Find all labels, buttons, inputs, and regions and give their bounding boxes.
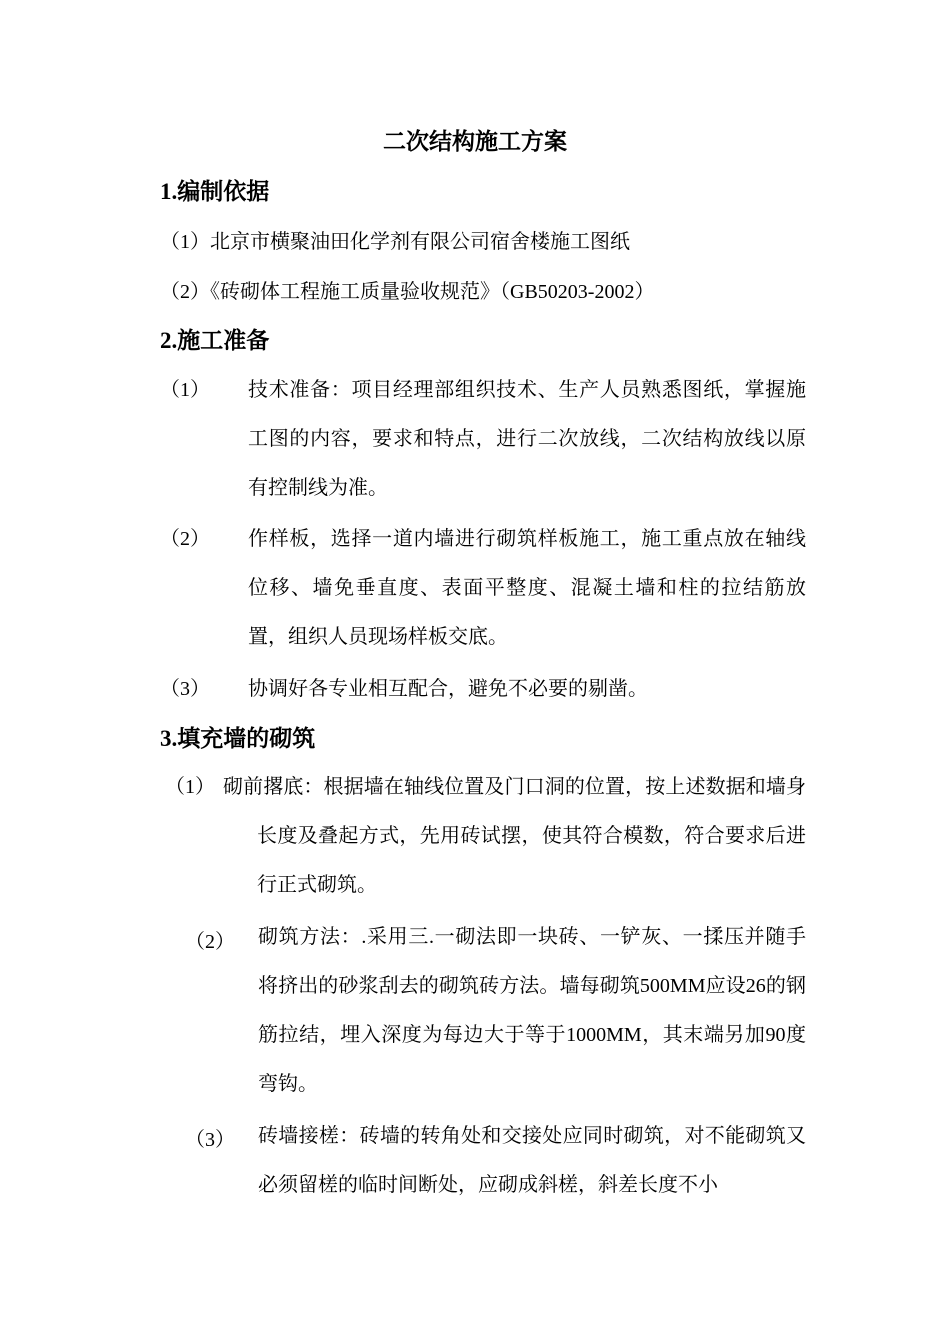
item-text-body bbox=[223, 763, 806, 910]
item-number: （1） bbox=[160, 379, 210, 401]
item-text: 技术准备：项目经理部组织技术、生产人员熟悉图纸，掌握施工图的内容，要求和特点，进行二次放线，二次结构放线以原有控制线为准。 bbox=[248, 379, 806, 499]
item-text: 作样板，选择一道内墙进行砌筑样板施工，施工重点放在轴线位移、墙免垂直度、表面平整度、混凝土墙和柱的拉结筋放置，组织人员现场样板交底。 bbox=[248, 528, 806, 648]
item-paragraph: 砌前撂底：根据墙在轴线位置及门口洞的位置，按上述数据和墙身长度及叠起方式，先用砖试摆，使其符合模数，符合要求后进行正式砌筑。 bbox=[223, 776, 806, 896]
item-number: （3） bbox=[185, 1129, 235, 1151]
document-title: 二次结构施工方案 bbox=[383, 129, 567, 154]
item-text: 北京市横聚油田化学剂有限公司宿舍楼施工图纸 bbox=[210, 231, 630, 253]
item-number: （2） bbox=[160, 528, 210, 550]
section-heading-1: 1.编制依据 bbox=[160, 179, 270, 204]
item-text: 砖墙接槎：砖墙的转角处和交接处应同时砌筑，对不能砌筑又必须留槎的临时间断处，应砌成斜槎，斜差长度不小 bbox=[258, 1125, 806, 1196]
item-text: 砌筑方法：.采用三.一砌法即一块砖、一铲灰、一揉压并随手将挤出的砂浆刮去的砌筑砖方法。墙每砌筑500MM应设26的钢筋拉结，埋入深度为每边大于等于1000MM，其末端另加90度弯钩。 bbox=[258, 926, 806, 1095]
item-number: （1） bbox=[165, 776, 215, 798]
section-heading-3: 3.填充墙的砌筑 bbox=[160, 726, 316, 751]
section-heading-2: 2.施工准备 bbox=[160, 328, 270, 353]
list-item bbox=[160, 227, 630, 257]
item-number: （3） bbox=[160, 678, 210, 700]
item-number: （2） bbox=[185, 931, 235, 953]
item-number: （2） bbox=[160, 281, 210, 303]
item-text: 《砖砌体工程施工质量验收规范》（GB50203-2002） bbox=[210, 281, 655, 303]
list-item bbox=[160, 277, 654, 307]
item-text: 协调好各专业相互配合，避免不必要的剔凿。 bbox=[248, 678, 648, 700]
item-number: （1） bbox=[160, 231, 210, 253]
